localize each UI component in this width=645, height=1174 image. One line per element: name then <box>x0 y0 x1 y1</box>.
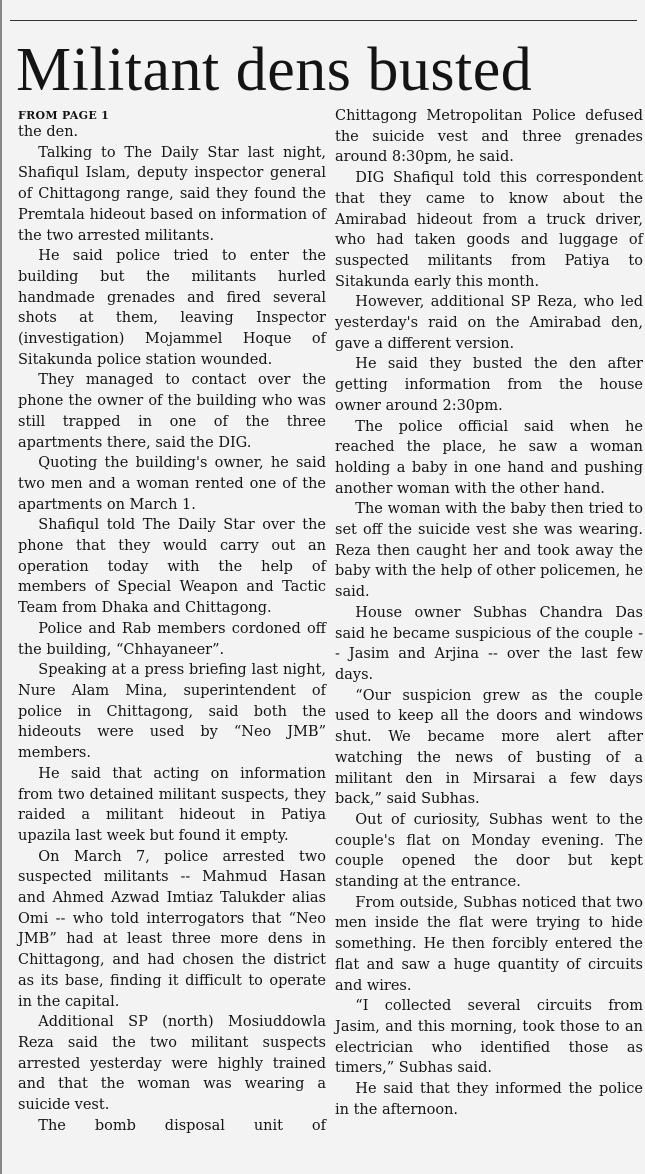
paragraph: Out of curiosity, Subhas went to the couple's flat on Monday evening. The couple opened the door but kept standing at the entrance. <box>335 811 643 891</box>
paragraph: Speaking at a press briefing last night, Nure Alam Mina, superintendent of police in Chittagong, said both the hideouts were used by “Neo JMB” members. <box>18 662 326 762</box>
paragraph: House owner Subhas Chandra Das said he became suspicious of the couple -- Jasim and Arjina -- over the last few days. <box>335 604 643 683</box>
top-rule <box>10 20 637 21</box>
from-page-label: FROM PAGE 1 <box>18 109 110 122</box>
paragraph: “Our suspicion grew as the couple used to keep all the doors and windows shut. We became more alert after watching the news of busting of a militant den in Mirsarai a few days back,” said Subhas. <box>335 687 643 808</box>
paragraph: However, additional SP Reza, who led yesterday's raid on the Amirabad den, gave a different version. <box>335 294 643 352</box>
paragraph: the den. <box>18 124 79 140</box>
paragraph: He said police tried to enter the building but the militants hurled handmade grenades and fired several shots at them, leaving Inspector (investigation) Mojammel Hoque of Sitakunda police station wounded. <box>18 248 326 368</box>
paragraph: He said they busted the den after getting information from the house owner around 2:30pm. <box>335 356 643 414</box>
paragraph: Quoting the building's owner, he said two men and a woman rented one of the apartments on March 1. <box>18 455 326 513</box>
paragraph: Additional SP (north) Mosiuddowla Reza said the two militant suspects arrested yesterday were highly trained and that the woman was wearing a suicide vest. <box>18 1014 326 1114</box>
paragraph: He said that they informed the police in the afternoon. <box>335 1081 643 1118</box>
paragraph: “I collected several circuits from Jasim, and this morning, took those to an electrician who identified those as timers,” Subhas said. <box>335 998 643 1077</box>
paragraph: On March 7, police arrested two suspected militants -- Mahmud Hasan and Ahmed Azwad Imtiaz Talukder alias Omi -- who told interrogators that “Neo JMB” had at least three more dens in Chittagong, and had chosen the district as its base, finding it difficult to operate in the capital. <box>18 848 326 1010</box>
paragraph: Talking to The Daily Star last night, Shafiqul Islam, deputy inspector general of Chittagong range, said they found the Premtala hideout based on information of the two arrested militants. <box>18 144 326 244</box>
paragraph: From outside, Subhas noticed that two men inside the flat were trying to hide something. He then forcibly entered the flat and saw a huge quantity of circuits and wires. <box>335 894 643 994</box>
paragraph: He said that acting on information from two detained militant suspects, they raided a militant hideout in Patiya upazila last week but found it empty. <box>18 765 326 844</box>
article-column-1 <box>18 106 326 1136</box>
paragraph: Police and Rab members cordoned off the building, “Chhayaneer”. <box>18 620 326 658</box>
paragraph: They managed to contact over the phone the owner of the building who was still trapped in one of the three apartments there, said the DIG. <box>18 372 326 451</box>
headline: Militant dens busted <box>16 36 533 104</box>
paragraph: DIG Shafiqul told this correspondent that they came to know about the Amirabad hideout from a truck driver, who had taken goods and luggage of suspected militants from Patiya to Sitakunda early this month. <box>335 170 643 290</box>
paragraph: The police official said when he reached the place, he saw a woman holding a baby in one hand and pushing another woman with the other hand. <box>335 418 643 497</box>
paragraph: Shafiqul told The Daily Star over the phone that they would carry out an operation today with the help of members of Special Weapon and Tactic Team from Dhaka and Chittagong. <box>18 517 326 617</box>
article-column-2 <box>335 106 643 1120</box>
paragraph: The bomb disposal unit of <box>38 1117 326 1134</box>
page-left-edge <box>0 0 2 1174</box>
paragraph: Chittagong Metropolitan Police defused the suicide vest and three grenades around 8:30pm, he said. <box>335 108 643 166</box>
paragraph: The woman with the baby then tried to set off the suicide vest she was wearing. Reza then caught her and took away the baby with the help of other policemen, he said. <box>335 501 643 601</box>
